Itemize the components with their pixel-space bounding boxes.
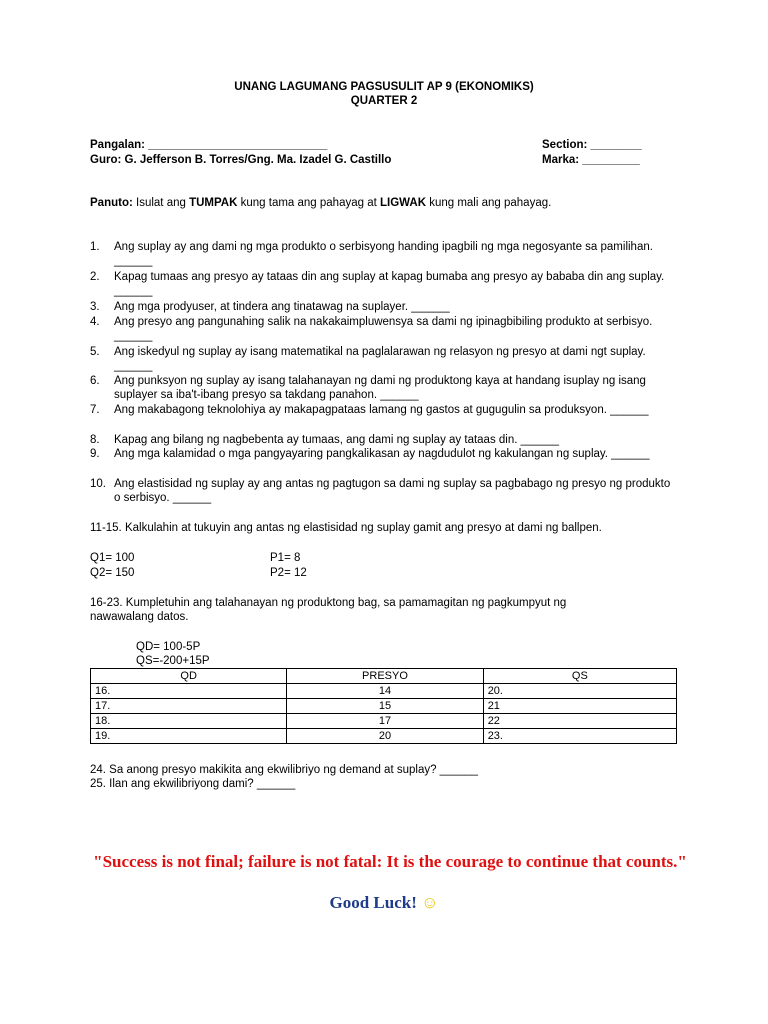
instructions-text-2: kung tama ang pahayag at bbox=[237, 197, 380, 209]
question-number: 1. bbox=[90, 241, 100, 253]
section-field: Section: ________ bbox=[542, 139, 642, 151]
p2-value: P2= 12 bbox=[270, 567, 307, 579]
p1-value: P1= 8 bbox=[270, 552, 301, 564]
table-cell: 18. bbox=[91, 714, 287, 729]
question-number: 3. bbox=[90, 301, 100, 313]
instructions bbox=[90, 196, 551, 210]
table-cell: 20 bbox=[287, 729, 483, 744]
table-cell: 16. bbox=[91, 684, 287, 699]
table-cell: 14 bbox=[287, 684, 483, 699]
name-field: Pangalan: ____________________________ bbox=[90, 139, 328, 151]
instructions-label: Panuto: bbox=[90, 197, 133, 209]
question-number: 6. bbox=[90, 375, 100, 387]
question-text: Ang makabagong teknolohiya ay makapagpataas lamang ng gastos at gugugulin sa produksyon. ______ bbox=[114, 404, 649, 416]
qd-formula: QD= 100-5P bbox=[136, 641, 201, 653]
good-luck-text: Good Luck! bbox=[329, 893, 422, 912]
column-header: QS bbox=[483, 669, 676, 684]
question-25: 25. Ilan ang ekwilibriyong dami? ______ bbox=[90, 778, 296, 790]
question-text: Ang iskedyul ng suplay ay isang matematikal na paglalarawan ng relasyon ng presyo at dami ngt suplay. ______ bbox=[114, 346, 646, 372]
motivational-quote: "Success is not final; failure is not fatal: It is the courage to continue that counts." bbox=[93, 852, 687, 871]
good-luck-line bbox=[0, 893, 768, 913]
question-number: 8. bbox=[90, 434, 100, 446]
question-number: 5. bbox=[90, 346, 100, 358]
question-number: 2. bbox=[90, 271, 100, 283]
question-24: 24. Sa anong presyo makikita ang ekwilibriyo ng demand at suplay? ______ bbox=[90, 764, 479, 776]
table-cell: 23. bbox=[483, 729, 676, 744]
question-number: 7. bbox=[90, 404, 100, 416]
q2-value: Q2= 150 bbox=[90, 567, 135, 579]
question-text: Kapag ang bilang ng nagbebenta ay tumaas, ang dami ng suplay ay tataas din. ______ bbox=[114, 434, 560, 446]
teacher-line: Guro: G. Jefferson B. Torres/Gng. Ma. Izadel G. Castillo bbox=[90, 154, 392, 166]
keyword-ligwak: LIGWAK bbox=[380, 197, 426, 209]
part2-instruction: 11-15. Kalkulahin at tukuyin ang antas ng elastisidad ng suplay gamit ang presyo at dami ng ballpen. bbox=[90, 522, 602, 534]
question-text: Ang mga kalamidad o mga pangyayaring pangkalikasan ay nagdudulot ng kakulangan ng suplay. ______ bbox=[114, 448, 650, 460]
data-table bbox=[90, 668, 677, 744]
table-cell: 19. bbox=[91, 729, 287, 744]
table-cell: 17. bbox=[91, 699, 287, 714]
question-text: Ang mga prodyuser, at tindera ang tinatawag na suplayer. ______ bbox=[114, 301, 450, 313]
table-row bbox=[91, 699, 677, 714]
table-row bbox=[91, 684, 677, 699]
table-cell: 17 bbox=[287, 714, 483, 729]
table-header-row bbox=[91, 669, 677, 684]
table-cell: 20. bbox=[483, 684, 676, 699]
table-cell: 22 bbox=[483, 714, 676, 729]
table-row bbox=[91, 729, 677, 744]
quarter-label: QUARTER 2 bbox=[350, 95, 418, 107]
question-text: Ang punksyon ng suplay ay isang talahanayan ng dami ng produktong kaya at handang isuplay ng isang suplayer sa iba't-ibang presyo sa takdang panahon. ______ bbox=[114, 375, 646, 401]
question-number: 9. bbox=[90, 448, 100, 460]
part3-instruction: 16-23. Kumpletuhin ang talahanayan ng produktong bag, sa pamamagitan ng pagkumpyut ng bbox=[90, 597, 567, 609]
part3-instruction-cont: nawawalang datos. bbox=[90, 611, 189, 623]
question-text: Ang suplay ay ang dami ng mga produkto o serbisyong handing ipagbili ng mga negosyante sa pamilihan. ______ bbox=[114, 241, 653, 267]
score-field: Marka: _________ bbox=[542, 154, 640, 166]
question-number: 10. bbox=[90, 478, 106, 490]
table-row bbox=[91, 714, 677, 729]
question-text: Ang elastisidad ng suplay ay ang antas ng pagtugon sa dami ng suplay sa pagbabago ng presyo ng produkto o serbisyo. ______ bbox=[114, 478, 671, 504]
column-header: PRESYO bbox=[287, 669, 483, 684]
qs-formula: QS=-200+15P bbox=[136, 655, 210, 667]
smiley-icon: ☺ bbox=[421, 893, 439, 912]
question-text: Kapag tumaas ang presyo ay tataas din ang suplay at kapag bumaba ang presyo ay bababa din ang suplay. ______ bbox=[114, 271, 665, 297]
instructions-text-3: kung mali ang pahayag. bbox=[426, 197, 552, 209]
q1-value: Q1= 100 bbox=[90, 552, 135, 564]
question-text: Ang presyo ang pangunahing salik na nakakaimpluwensya sa dami ng ipinagbibiling produkto at serbisyo. ______ bbox=[114, 316, 653, 342]
table-cell: 21 bbox=[483, 699, 676, 714]
keyword-tumpak: TUMPAK bbox=[189, 197, 238, 209]
exam-title: UNANG LAGUMANG PAGSUSULIT AP 9 (EKONOMIKS) bbox=[234, 81, 534, 93]
instructions-text-1: Isulat ang bbox=[132, 197, 190, 209]
column-header: QD bbox=[91, 669, 287, 684]
question-number: 4. bbox=[90, 316, 100, 328]
table-cell: 15 bbox=[287, 699, 483, 714]
